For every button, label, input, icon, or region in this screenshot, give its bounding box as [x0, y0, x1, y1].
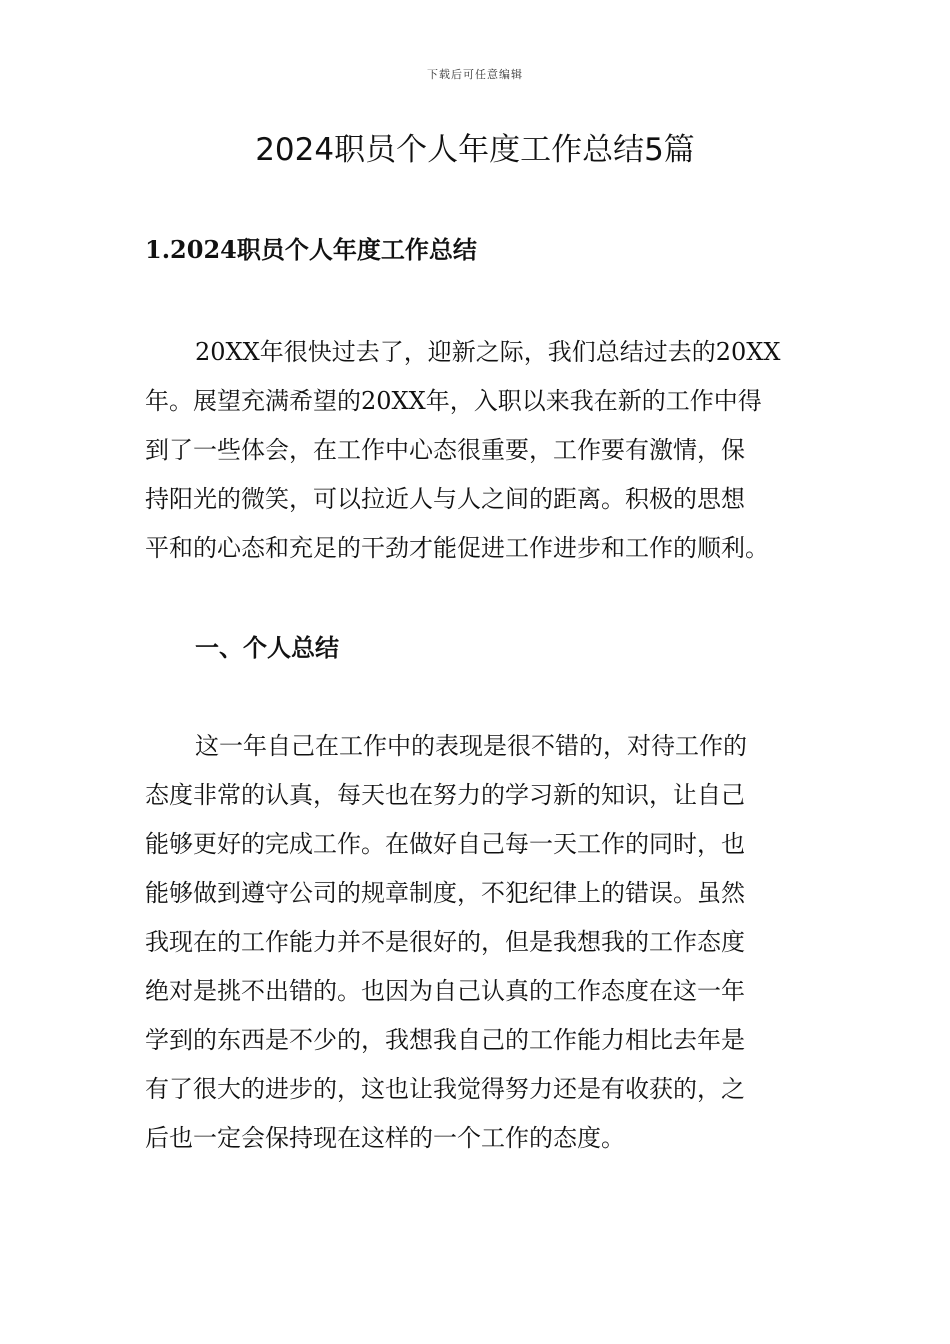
- paragraph-line: 到了一些体会，在工作中心态很重要，工作要有激情，保: [145, 436, 745, 464]
- paragraph-line: 这一年自己在工作中的表现是很不错的，对待工作的: [195, 732, 747, 760]
- paragraph-line: 态度非常的认真，每天也在努力的学习新的知识，让自己: [145, 781, 745, 809]
- section-heading: 1.2024职员个人年度工作总结: [145, 235, 477, 264]
- document-title: 2024职员个人年度工作总结5篇: [255, 132, 695, 168]
- paragraph-line: 能够更好的完成工作。在做好自己每一天工作的同时，也: [145, 830, 745, 858]
- paragraph-line: 年。展望充满希望的20XX年，入职以来我在新的工作中得: [145, 387, 762, 415]
- paragraph-line: 学到的东西是不少的，我想我自己的工作能力相比去年是: [145, 1026, 745, 1054]
- header-note: 下载后可任意编辑: [427, 68, 523, 81]
- paragraph-personal-summary: [145, 722, 807, 1163]
- paragraph-line: 持阳光的微笑，可以拉近人与人之间的距离。积极的思想: [145, 485, 745, 513]
- paragraph-line: 能够做到遵守公司的规章制度，不犯纪律上的错误。虽然: [145, 879, 745, 907]
- paragraph-line: 绝对是挑不出错的。也因为自己认真的工作态度在这一年: [145, 977, 745, 1005]
- paragraph-line: 后也一定会保持现在这样的一个工作的态度。: [145, 1124, 625, 1152]
- paragraph-intro: [145, 328, 807, 573]
- paragraph-line: 有了很大的进步的，这也让我觉得努力还是有收获的，之: [145, 1075, 745, 1103]
- paragraph-line: 20XX年很快过去了，迎新之际，我们总结过去的20XX: [195, 338, 781, 366]
- paragraph-line: 平和的心态和充足的干劲才能促进工作进步和工作的顺利。: [145, 534, 769, 562]
- subheading-personal-summary: 一、个人总结: [195, 633, 339, 662]
- paragraph-line: 我现在的工作能力并不是很好的，但是我想我的工作态度: [145, 928, 745, 956]
